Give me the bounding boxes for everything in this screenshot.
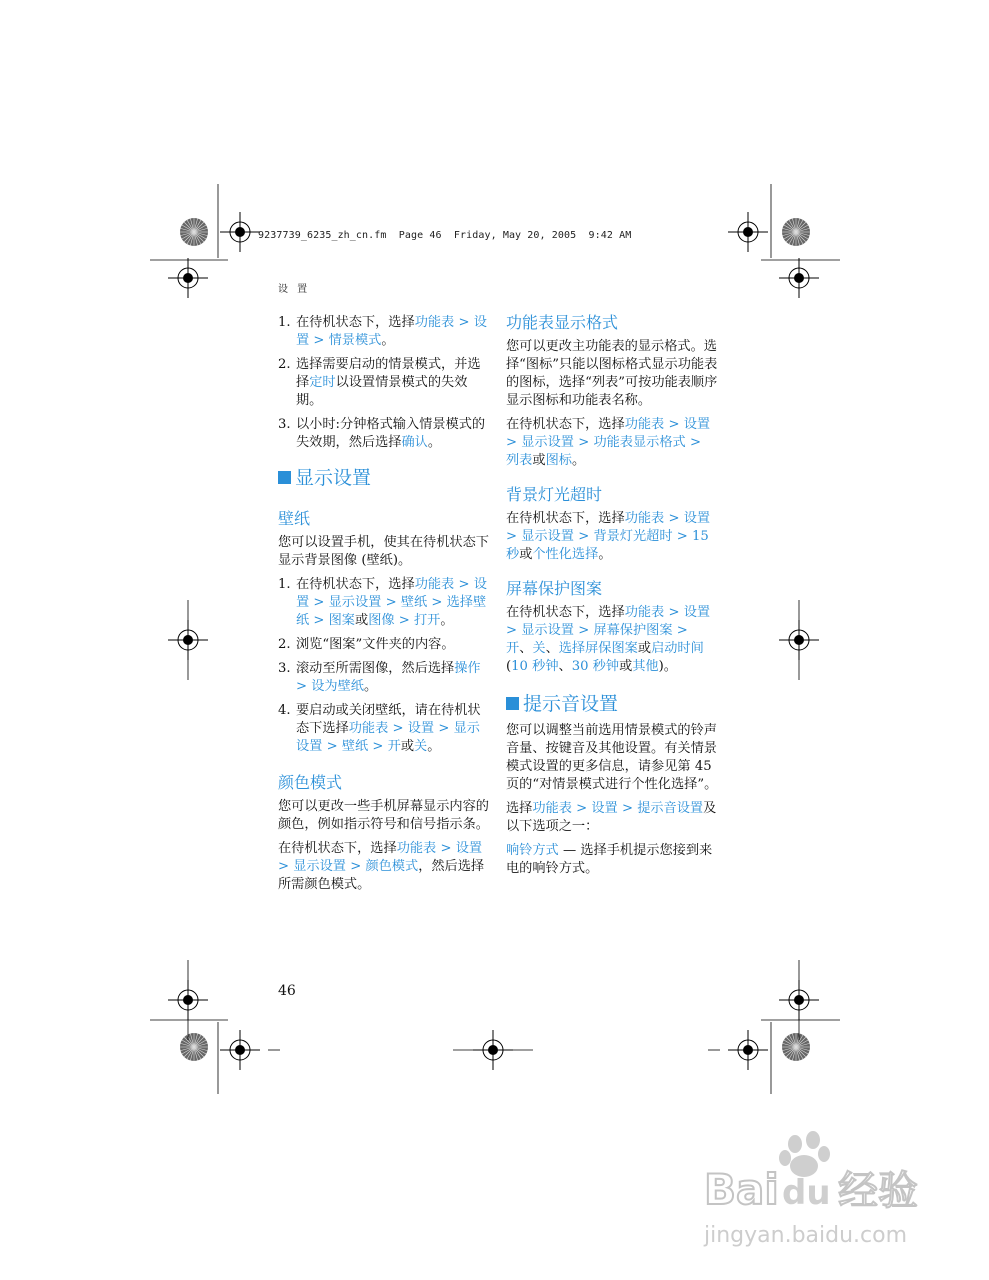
- menu-path-link: 显示设置: [296, 721, 480, 754]
- body-text: 。: [427, 739, 441, 754]
- registration-mark: [794, 273, 804, 283]
- menu-path-link: 功能表: [624, 417, 665, 432]
- wallpaper-intro: 您可以设置手机，使其在待机状态下显示背景图像 (壁纸)。: [278, 535, 489, 568]
- menu-path-link: 设置: [683, 511, 711, 526]
- body-text: 滚动至所需图像，然后选择: [296, 661, 455, 676]
- subsection-title-backlight: 背景灯光超时: [506, 485, 603, 504]
- body-text: 您可以更改一些手机屏幕显示内容的颜色，例如指示符号和信号指示条。: [278, 799, 489, 832]
- menu-path-link: >: [388, 721, 408, 736]
- paragraph: [506, 604, 718, 676]
- paragraph: [506, 338, 718, 410]
- menu-path-link: 设置: [591, 801, 618, 816]
- section-title-display-settings: 显示设置: [278, 466, 490, 490]
- menu-path-link: 开: [506, 641, 520, 656]
- body-text: 或: [619, 659, 633, 674]
- menu-path-link: 显示设置: [521, 623, 574, 638]
- menu-path-link: >: [394, 613, 414, 628]
- step-number: 3.: [278, 417, 291, 432]
- menu-path-link: 功能表: [624, 511, 665, 526]
- menu-path-link: >: [672, 529, 692, 544]
- subsection-title-screen-saver: 屏幕保护图案: [506, 579, 603, 598]
- body-text: 。: [440, 613, 454, 628]
- section-title-tone-settings: 提示音设置: [506, 692, 718, 716]
- menu-path-link: >: [346, 859, 366, 874]
- menu-path-link: >: [574, 623, 594, 638]
- menu-path-link: 颜色模式: [365, 859, 419, 874]
- menu-path-link: 列表: [506, 453, 533, 468]
- body-text: 或: [637, 641, 652, 656]
- body-text: 在待机状态下，选择: [506, 417, 625, 432]
- paragraph: [506, 416, 718, 470]
- menu-view-body: [506, 338, 718, 470]
- menu-path-link: 其他: [632, 659, 659, 674]
- paragraph: [278, 840, 490, 894]
- menu-path-link: 功能表: [532, 801, 572, 816]
- menu-path-link: 功能表: [348, 721, 389, 736]
- body-text: 。: [427, 435, 442, 450]
- menu-path-link: >: [571, 801, 592, 816]
- paragraph: [506, 510, 718, 564]
- menu-path-link: 设置: [455, 841, 483, 856]
- menu-path-link: >: [506, 435, 522, 450]
- menu-path-link: >: [664, 511, 684, 526]
- paragraph: [506, 800, 718, 836]
- menu-path-link: >: [309, 595, 329, 610]
- menu-path-link: 打开: [414, 613, 441, 628]
- intro-steps: [278, 314, 490, 452]
- body-text: 。: [381, 333, 395, 348]
- baidu-jingyan-watermark: [700, 1130, 940, 1260]
- menu-path-link: 开: [387, 739, 401, 754]
- step-item: [278, 356, 490, 410]
- menu-path-link: >: [574, 529, 594, 544]
- body-text: 您可以调整当前选用情景模式的铃声音量、按键音及其他设置。有关情景模式设置的更多信息，请参见第 45 页的“对情景模式进行个性化选择”。: [506, 723, 718, 792]
- step-number: 2.: [278, 357, 291, 372]
- menu-path-link: 30 秒钟: [571, 659, 620, 674]
- paragraph: [506, 842, 718, 878]
- section-square-icon: [278, 471, 291, 484]
- wallpaper-steps: [278, 576, 490, 756]
- watermark-brand: Bai: [704, 1165, 779, 1214]
- body-text: 要启动或关闭壁纸，请在待机状态下选择: [296, 703, 481, 736]
- body-text: 或: [532, 453, 546, 468]
- menu-path-link: 显示设置: [328, 595, 382, 610]
- body-text: (: [506, 659, 512, 674]
- menu-path-link: 定时: [309, 375, 336, 390]
- right-column: [506, 312, 718, 884]
- watermark-product: 经验: [838, 1168, 918, 1214]
- menu-path-link: 个性化选择: [532, 547, 599, 562]
- menu-path-link: >: [309, 333, 329, 348]
- menu-path-link: 设置: [296, 315, 487, 348]
- menu-path-link: >: [664, 605, 684, 620]
- menu-path-link: 确认: [401, 435, 428, 450]
- menu-path-link: 关: [532, 641, 546, 656]
- menu-path-link: >: [672, 623, 688, 638]
- registration-mark: [183, 273, 193, 283]
- menu-path-link: 功能表显示格式: [593, 435, 686, 450]
- step-item: [278, 636, 490, 654]
- paw-icon: [779, 1131, 830, 1177]
- menu-path-link: >: [685, 435, 701, 450]
- body-text: 或: [400, 739, 414, 754]
- page-number: 46: [278, 983, 296, 999]
- menu-path-link: >: [664, 417, 684, 432]
- body-text: 、: [558, 659, 572, 674]
- body-text: ，然后选择所需颜色模式。: [278, 859, 485, 892]
- body-text: 在待机状态下，选择: [278, 841, 397, 856]
- menu-path-link: 操作: [454, 661, 481, 676]
- body-text: 在待机状态下，选择: [296, 577, 415, 592]
- menu-path-link: 关: [414, 739, 428, 754]
- body-text: 选择需要启动的情景模式，并选择: [296, 357, 481, 390]
- body-text: 在待机状态下，选择: [506, 511, 625, 526]
- body-text: 、: [519, 641, 533, 656]
- tone-settings-body: [506, 722, 718, 878]
- menu-path-link: 情景模式: [328, 333, 382, 348]
- step-number: 2.: [278, 637, 291, 652]
- menu-path-link: 设置: [683, 417, 711, 432]
- menu-path-link: 启动时间: [651, 641, 704, 656]
- menu-path-link: >: [617, 801, 638, 816]
- menu-path-link: 屏幕保护图案: [593, 623, 673, 638]
- screen-saver-body: [506, 604, 718, 676]
- section-square-icon: [506, 697, 519, 710]
- step-number: 3.: [278, 661, 291, 676]
- body-text: 您可以更改主功能表的显示格式。选择“图标”只能以图标格式显示功能表的图标，选择“列表”可按功能表顺序显示图标和功能表名称。: [506, 339, 718, 408]
- menu-path-link: >: [427, 595, 447, 610]
- menu-path-link: 10 秒钟: [511, 659, 559, 674]
- body-text: 或: [355, 613, 369, 628]
- body-text: 及以下选项之一：: [506, 801, 717, 834]
- registration-mark: [235, 227, 245, 237]
- menu-path-link: >: [381, 595, 401, 610]
- menu-path-link: 显示设置: [521, 435, 574, 450]
- registration-mark: [235, 1045, 245, 1055]
- left-column: [278, 314, 490, 900]
- watermark-url: jingyan.baidu.com: [704, 1223, 908, 1248]
- menu-path-link: >: [454, 315, 474, 330]
- step-number: 1.: [278, 315, 291, 330]
- menu-path-link: 壁纸: [341, 739, 369, 754]
- body-text: 。: [598, 547, 612, 562]
- menu-path-link: 功能表: [624, 605, 665, 620]
- menu-path-link: 提示音设置: [637, 801, 704, 816]
- menu-path-link: 显示设置: [293, 859, 346, 874]
- step-item: [278, 416, 490, 452]
- body-text: 浏览“图案”文件夹的内容。: [296, 637, 455, 652]
- menu-path-link: >: [454, 577, 474, 592]
- body-text: )。: [658, 659, 677, 674]
- menu-path-link: >: [309, 613, 329, 628]
- body-text: 。: [364, 679, 378, 694]
- menu-path-link: >: [296, 679, 312, 694]
- menu-path-link: >: [322, 739, 342, 754]
- menu-path-link: >: [506, 623, 522, 638]
- menu-path-link: >: [506, 529, 522, 544]
- menu-path-link: 设置: [296, 577, 487, 610]
- running-head: 设 置: [278, 284, 311, 295]
- menu-path-link: >: [574, 435, 594, 450]
- step-item: [278, 576, 490, 630]
- body-text: 或: [519, 547, 533, 562]
- watermark-brand2: du: [782, 1173, 831, 1213]
- menu-path-link: >: [436, 841, 456, 856]
- menu-path-link: 显示设置: [521, 529, 574, 544]
- body-text: 在待机状态下，选择: [296, 315, 415, 330]
- menu-path-link: 图标: [545, 453, 572, 468]
- menu-path-link: 图案: [328, 613, 355, 628]
- body-text: 在待机状态下，选择: [506, 605, 625, 620]
- registration-mark: [743, 227, 753, 237]
- backlight-body: [506, 510, 718, 564]
- menu-path-link: 功能表: [414, 577, 455, 592]
- menu-path-link: 设置: [683, 605, 711, 620]
- body-text: 以设置情景模式的失效期。: [296, 375, 468, 408]
- body-text: 。: [571, 453, 586, 468]
- menu-path-link: 响铃方式: [506, 843, 559, 858]
- menu-path-link: >: [368, 739, 388, 754]
- menu-path-link: 功能表: [396, 841, 437, 856]
- step-item: [278, 314, 490, 350]
- color-scheme-body: [278, 798, 490, 894]
- menu-path-link: 背景灯光超时: [593, 529, 673, 544]
- menu-path-link: 壁纸: [400, 595, 428, 610]
- step-item: [278, 702, 490, 756]
- subsection-title-menu-view: 功能表显示格式: [506, 313, 619, 332]
- menu-path-link: >: [434, 721, 454, 736]
- print-header: 9237739_6235_zh_cn.fm Page 46 Friday, May 20, 2005 9:42 AM: [258, 230, 632, 241]
- step-item: [278, 660, 490, 696]
- body-text: — 选择手机提示您接到来电的响铃方式。: [506, 843, 713, 876]
- body-text: 、: [545, 641, 559, 656]
- menu-path-link: 选择壁纸: [296, 595, 487, 628]
- menu-path-link: 设为壁纸: [311, 679, 364, 694]
- menu-path-link: >: [278, 859, 294, 874]
- menu-path-link: 功能表: [414, 315, 455, 330]
- subsection-title-wallpaper: 壁纸: [278, 509, 311, 528]
- step-number: 1.: [278, 577, 291, 592]
- registration-mark: [743, 1045, 753, 1055]
- body-text: 以小时:分钟格式输入情景模式的失效期，然后选择: [296, 417, 486, 450]
- subsection-title-color-scheme: 颜色模式: [278, 773, 343, 792]
- menu-path-link: 设置: [407, 721, 435, 736]
- step-number: 4.: [278, 703, 291, 718]
- body-text: 选择: [506, 801, 533, 816]
- menu-path-link: 图像: [368, 613, 395, 628]
- paragraph: [278, 798, 490, 834]
- paragraph: [506, 722, 718, 794]
- menu-path-link: 选择屏保图案: [558, 641, 638, 656]
- menu-path-link: 15 秒: [506, 529, 709, 562]
